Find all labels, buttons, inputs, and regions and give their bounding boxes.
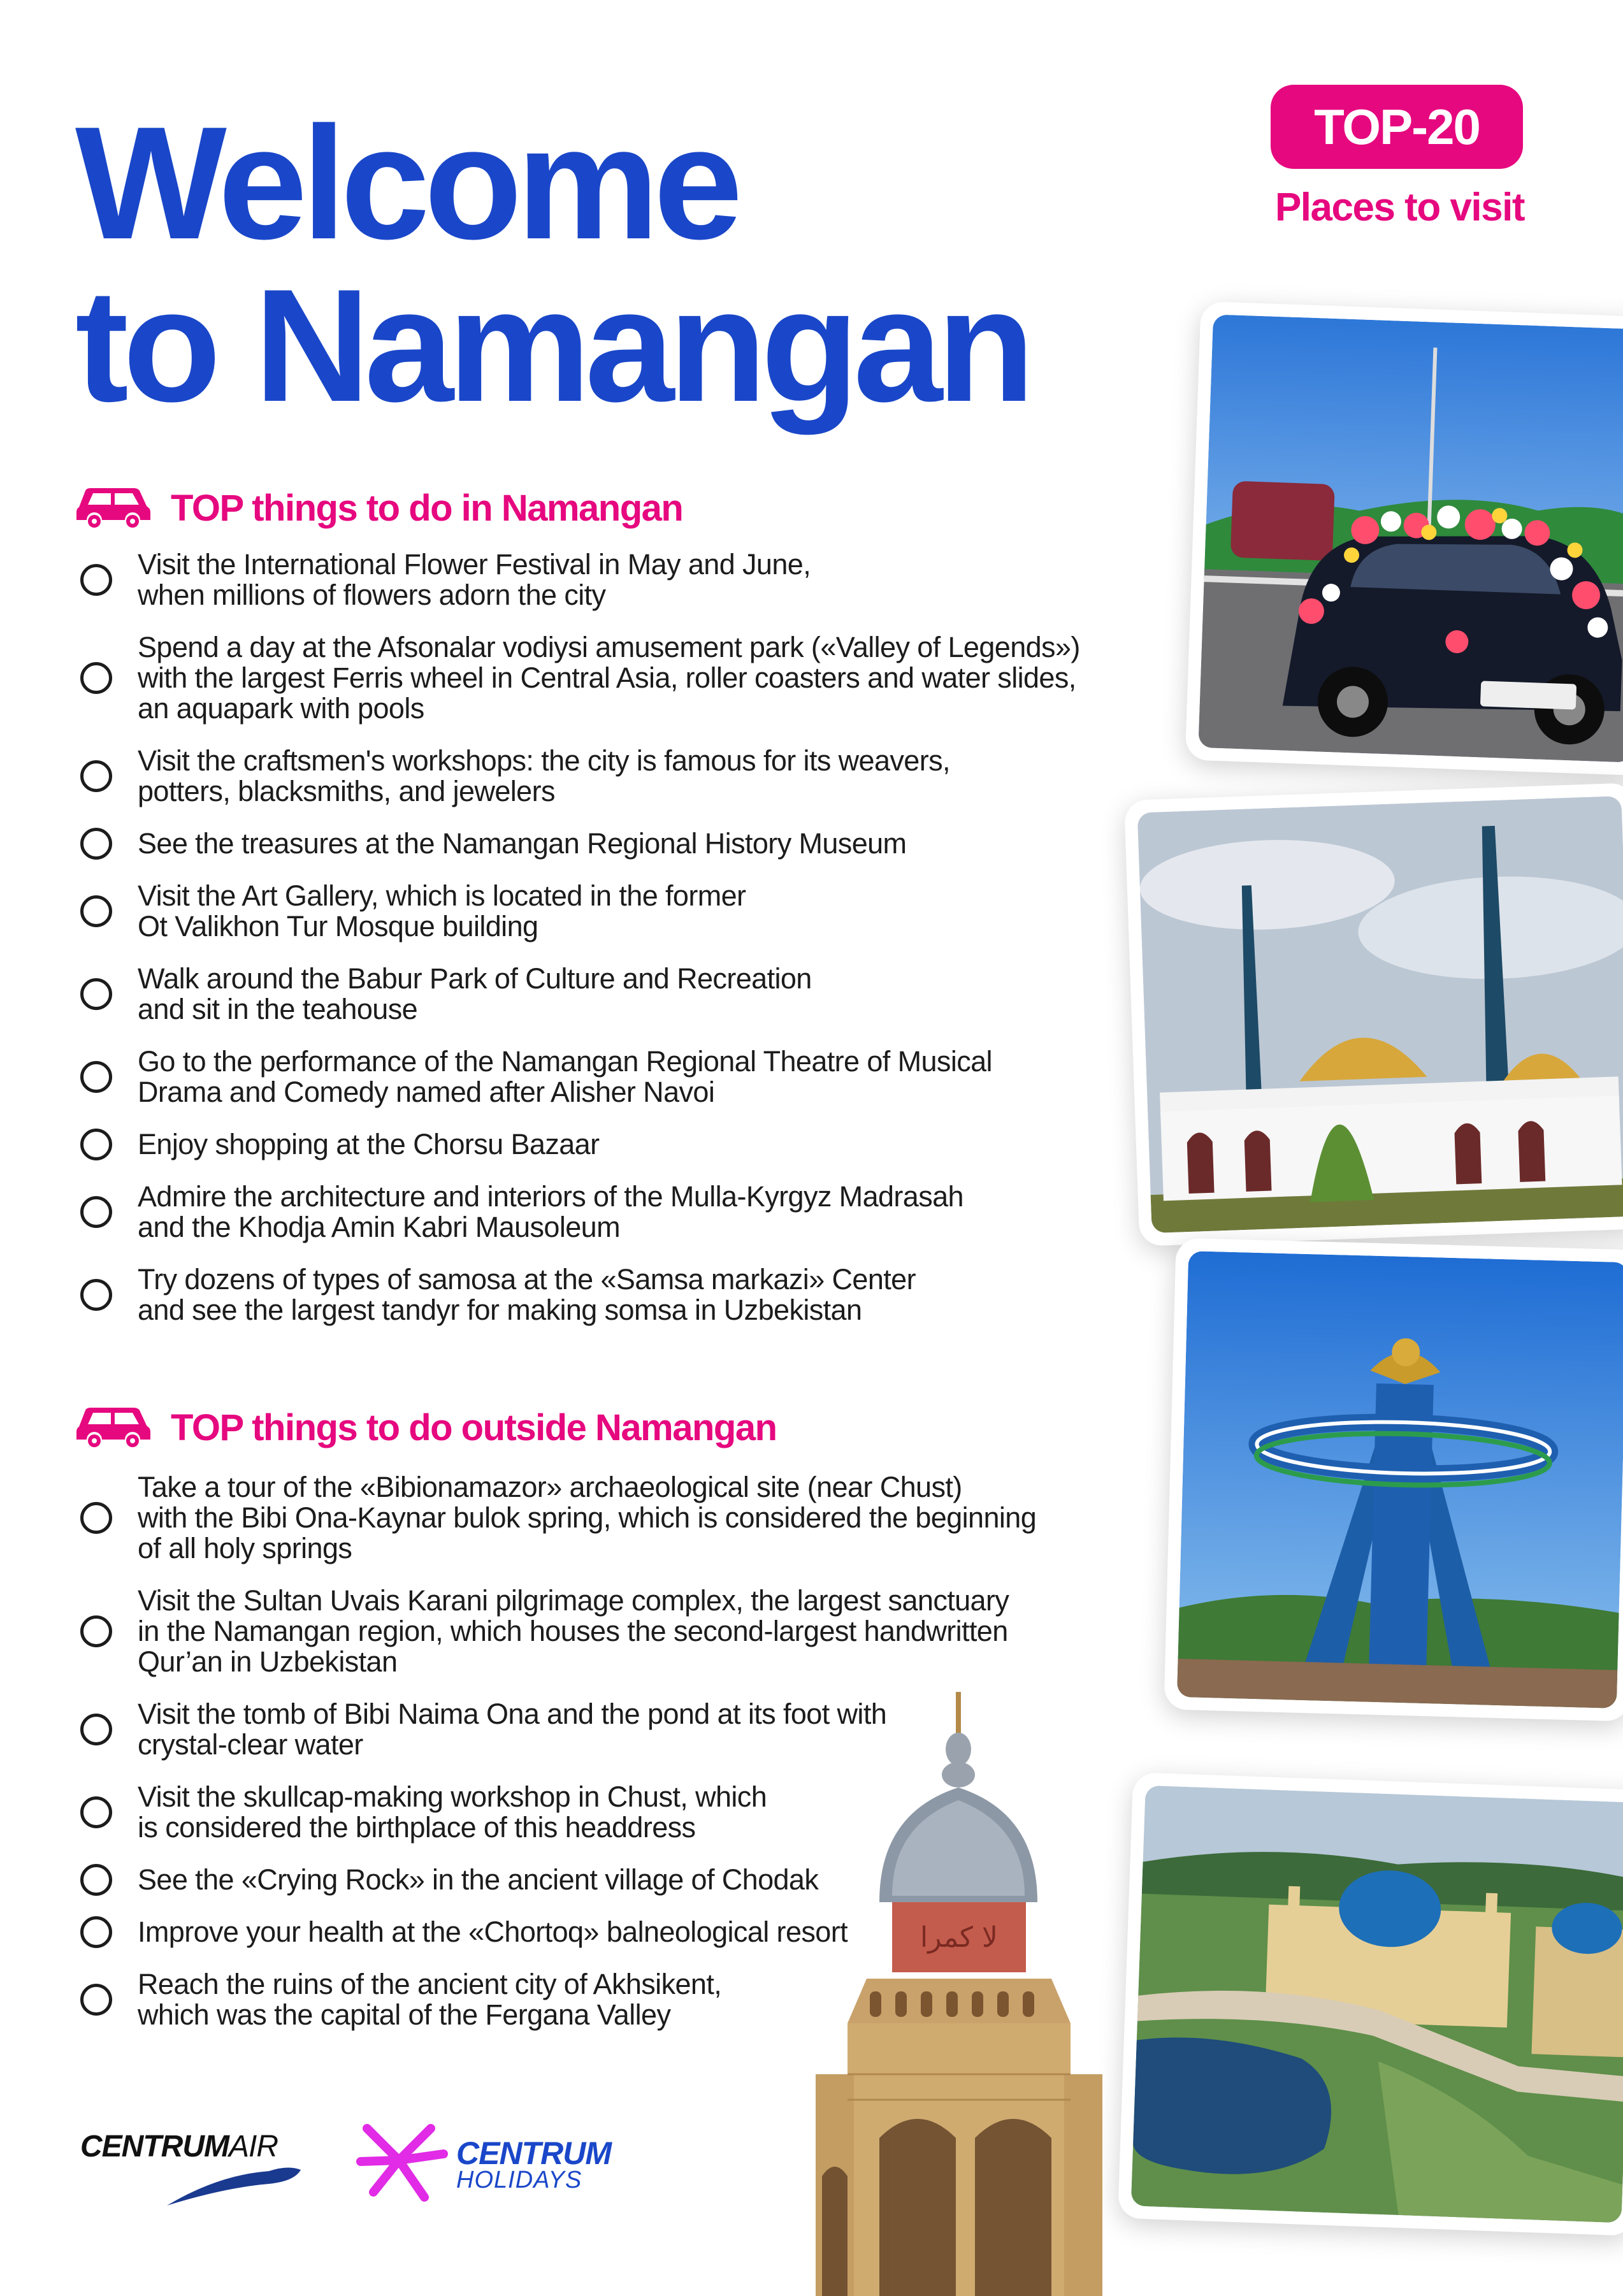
item-text: Visit the craftsmen's workshops: the city is famous for its weavers, potters, blacksmiths, and jewelers — [138, 744, 950, 807]
list-item — [80, 1264, 1125, 1325]
item-text: Improve your health at the «Chortoq» balneological resort — [138, 1916, 848, 1948]
badge-subtitle: Places to visit — [1274, 185, 1524, 229]
section-heading-outside-city — [75, 1405, 777, 1450]
checklist-in-city — [80, 549, 1125, 1325]
section-heading-in-city — [75, 486, 682, 530]
checkbox[interactable] — [80, 828, 112, 860]
swoosh-icon — [78, 2162, 307, 2207]
flower-car-image — [1198, 314, 1623, 762]
checkbox[interactable] — [80, 1279, 112, 1311]
title-line-1: Welcome — [75, 94, 737, 273]
checkbox[interactable] — [80, 1061, 112, 1093]
list-item — [80, 632, 1125, 724]
centrum-holidays-word-1: CENTRUM — [456, 2135, 611, 2171]
star-burst-icon — [354, 2116, 450, 2205]
item-text: Visit the tomb of Bibi Naima Ona and the pond at its foot with crystal-clear water — [138, 1698, 887, 1761]
item-text: Visit the International Flower Festival in May and June, when millions of flowers adorn the city — [138, 548, 811, 611]
centrum-air-suffix: AIR — [228, 2130, 278, 2163]
checkbox[interactable] — [80, 978, 112, 1010]
checkbox[interactable] — [80, 1796, 112, 1828]
photo-flower-festival — [1185, 301, 1623, 776]
checkbox[interactable] — [80, 1129, 112, 1160]
item-text: Take a tour of the «Bibionamazor» archaeological site (near Chust) with the Bibi Ona-Kaynar bulok spring, which is considered the beginning of all holy springs — [138, 1471, 1037, 1564]
list-item — [80, 881, 1125, 942]
car-icon — [75, 1405, 152, 1450]
checkbox[interactable] — [80, 760, 112, 792]
checkbox[interactable] — [80, 1502, 112, 1534]
list-item — [80, 746, 1125, 807]
item-text: Enjoy shopping at the Chorsu Bazaar — [138, 1128, 600, 1160]
item-text: Visit the Art Gallery, which is located in the former Ot Valikhon Tur Mosque building — [138, 879, 746, 942]
list-item — [80, 1046, 1125, 1108]
list-item — [80, 549, 1125, 610]
item-text: Walk around the Babur Park of Culture and Recreation and sit in the teahouse — [138, 962, 812, 1025]
checkbox[interactable] — [80, 1984, 112, 2016]
list-item — [80, 1585, 1125, 1677]
list-item — [80, 828, 1125, 859]
list-item — [80, 1472, 1125, 1564]
item-text: Reach the ruins of the ancient city of Akhsikent, which was the capital of the Fergana Valley — [138, 1968, 722, 2031]
minaret-illustration — [797, 1692, 1128, 2296]
list-item — [80, 964, 1125, 1025]
checkbox[interactable] — [80, 1916, 112, 1948]
section-heading-text: TOP things to do in Namangan — [171, 487, 683, 529]
centrum-air-logo — [78, 2125, 307, 2208]
item-text: Go to the performance of the Namangan Regional Theatre of Musical Drama and Comedy named after Alisher Navoi — [138, 1045, 992, 1108]
monument-image — [1177, 1251, 1623, 1708]
photo-mosque — [1124, 783, 1623, 1246]
checkbox[interactable] — [80, 1864, 112, 1896]
item-text: Try dozens of types of samosa at the «Samsa markazi» Center and see the largest tandyr for making somsa in Uzbekistan — [138, 1263, 916, 1326]
minaret-inscription: لا كمرا — [920, 1921, 998, 1954]
centrum-air-main: CENTRUM — [80, 2130, 229, 2163]
item-text: Visit the Sultan Uvais Karani pilgrimage complex, the largest sanctuary in the Namangan region, which houses the second-largest handwritten Qur’an in Uzbekistan — [138, 1584, 1009, 1678]
section-heading-text: TOP things to do outside Namangan — [171, 1406, 777, 1448]
item-text: See the treasures at the Namangan Regional History Museum — [138, 827, 907, 860]
centrum-air-wordmark — [80, 2129, 278, 2164]
checkbox[interactable] — [80, 1196, 112, 1228]
checkbox[interactable] — [80, 662, 112, 694]
item-text: See the «Crying Rock» in the ancient village of Chodak — [138, 1863, 819, 1896]
photo-monument — [1164, 1238, 1623, 1722]
mosque-image — [1137, 796, 1623, 1233]
page-title — [75, 94, 1030, 435]
checkbox[interactable] — [80, 564, 112, 596]
car-icon — [75, 486, 152, 530]
centrum-holidays-word-2: HOLIDAYS — [456, 2167, 582, 2193]
checkbox[interactable] — [80, 1714, 112, 1745]
checkbox[interactable] — [80, 895, 112, 927]
item-text: Visit the skullcap-making workshop in Chust, which is considered the birthplace of this headdress — [138, 1780, 767, 1844]
photo-pilgrimage-complex — [1118, 1772, 1623, 2236]
item-text: Admire the architecture and interiors of the Mulla-Kyrgyz Madrasah and the Khodja Amin Kabri Mausoleum — [138, 1180, 963, 1243]
centrum-holidays-logo — [354, 2116, 647, 2205]
complex-image — [1131, 1786, 1623, 2223]
item-text: Spend a day at the Afsonalar vodiysi amusement park («Valley of Legends») with the largest Ferris wheel in Central Asia, roller coasters and water slides, an aquapark with pools — [138, 631, 1080, 725]
checkbox[interactable] — [80, 1615, 112, 1647]
list-item — [80, 1181, 1125, 1243]
top-20-badge: TOP-20 — [1271, 85, 1523, 169]
list-item — [80, 1129, 1125, 1160]
title-line-2: to Namangan — [75, 256, 1030, 435]
